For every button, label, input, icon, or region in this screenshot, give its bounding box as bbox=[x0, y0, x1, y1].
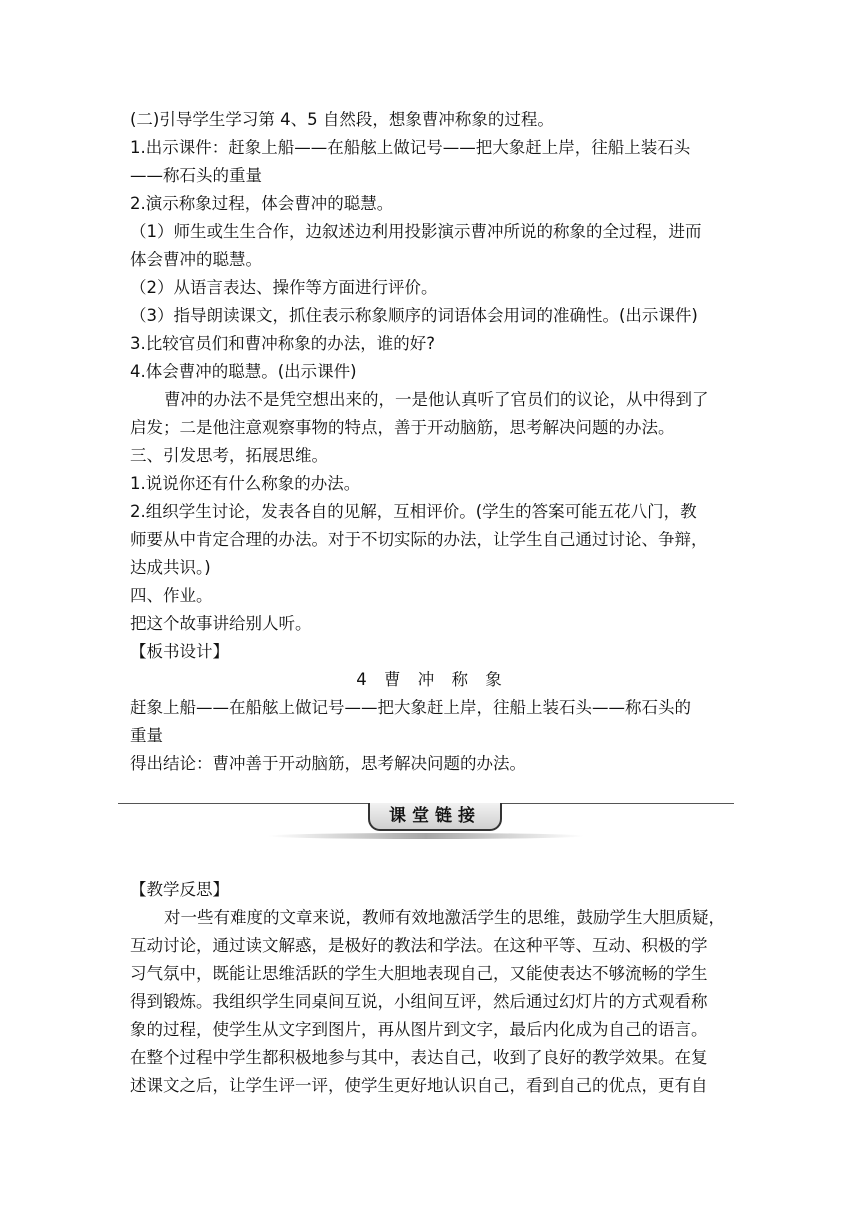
text-line: （2）从语言表达、操作等方面进行评价。 bbox=[130, 278, 438, 297]
banner-tab bbox=[368, 803, 502, 831]
text-line: （3）指导朗读课文，抓住表示称象顺序的词语体会用词的准确性。(出示课件) bbox=[130, 306, 698, 325]
text-line: 2.演示称象过程，体会曹冲的聪慧。 bbox=[130, 194, 394, 213]
text-line: 达成共识。) bbox=[130, 558, 211, 577]
text-line: 述课文之后，让学生评一评，使学生更好地认识自己，看到自己的优点，更有自 bbox=[130, 1076, 708, 1095]
text-line: 象的过程，使学生从文字到图片，再从图片到文字，最后内化成为自己的语言。 bbox=[130, 1020, 708, 1039]
text-line: 在整个过程中学生都积极地参与其中，表达自己，收到了良好的教学效果。在复 bbox=[130, 1048, 708, 1067]
teaching-reflection bbox=[130, 876, 734, 1100]
text-line: 【教学反思】 bbox=[130, 880, 229, 899]
lesson-plan-text bbox=[130, 106, 734, 778]
text-line: 4.体会曹冲的聪慧。(出示课件) bbox=[130, 362, 357, 381]
text-line: 四、作业。 bbox=[130, 586, 213, 605]
text-line: 1.出示课件：赶象上船——在船舷上做记号——把大象赶上岸，往船上装石头 bbox=[130, 138, 691, 157]
text-line: 启发；二是他注意观察事物的特点，善于开动脑筋，思考解决问题的办法。 bbox=[130, 418, 675, 437]
text-line: 体会曹冲的聪慧。 bbox=[130, 250, 262, 269]
text-line: 4 曹 冲 称 象 bbox=[356, 670, 508, 689]
banner-label: 课堂链接 bbox=[389, 806, 481, 826]
classroom-link-banner bbox=[118, 799, 734, 845]
text-line: （1）师生或生生合作，边叙述边利用投影演示曹冲所说的称象的全过程，进而 bbox=[130, 222, 702, 241]
text-line: 1.说说你还有什么称象的办法。 bbox=[130, 474, 361, 493]
text-line: 2.组织学生讨论，发表各自的见解，互相评价。(学生的答案可能五花八门，教 bbox=[130, 502, 697, 521]
text-line: 得出结论：曹冲善于开动脑筋，思考解决问题的办法。 bbox=[130, 754, 526, 773]
text-line: 曹冲的办法不是凭空想出来的，一是他认真听了官员们的议论，从中得到了 bbox=[164, 390, 709, 409]
text-line: 三、引发思考，拓展思维。 bbox=[130, 446, 328, 465]
text-line: 赶象上船——在船舷上做记号——把大象赶上岸，往船上装石头——称石头的 bbox=[130, 698, 691, 717]
banner-shadow bbox=[268, 833, 584, 839]
text-line: 把这个故事讲给别人听。 bbox=[130, 614, 312, 633]
text-line: 重量 bbox=[130, 726, 163, 745]
text-line: ——称石头的重量 bbox=[130, 166, 262, 185]
text-line: 习气氛中，既能让思维活跃的学生大胆地表现自己，又能使表达不够流畅的学生 bbox=[130, 964, 708, 983]
text-line: 3.比较官员们和曹冲称象的办法，谁的好? bbox=[130, 334, 436, 353]
text-line: 得到锻炼。我组织学生同桌间互说，小组间互评，然后通过幻灯片的方式观看称 bbox=[130, 992, 708, 1011]
text-line: (二)引导学生学习第 4、5 自然段，想象曹冲称象的过程。 bbox=[130, 110, 554, 129]
text-line: 【板书设计】 bbox=[130, 642, 229, 661]
text-line: 对一些有难度的文章来说，教师有效地激活学生的思维，鼓励学生大胆质疑， bbox=[164, 908, 725, 927]
text-line: 互动讨论，通过读文解惑，是极好的教法和学法。在这种平等、互动、积极的学 bbox=[130, 936, 708, 955]
text-line: 师要从中肯定合理的办法。对于不切实际的办法，让学生自己通过讨论、争辩， bbox=[130, 530, 708, 549]
